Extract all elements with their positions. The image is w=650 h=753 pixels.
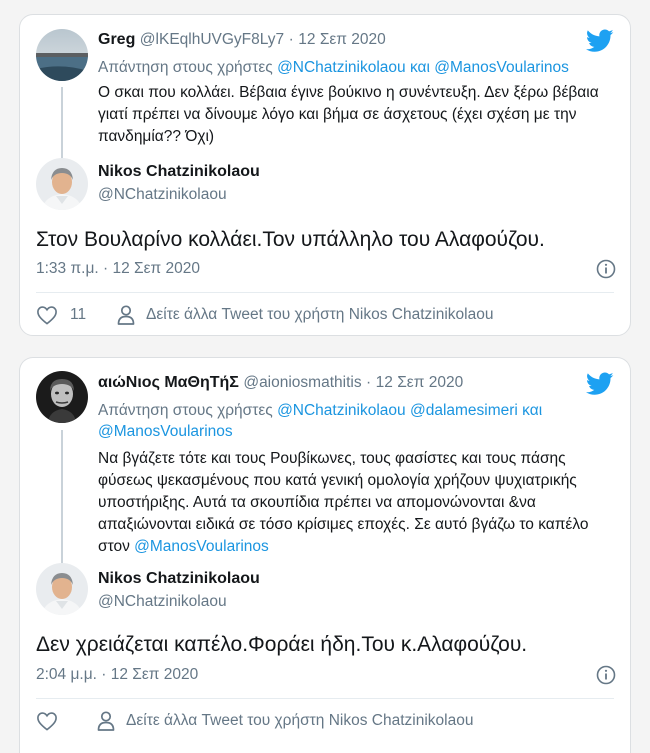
author-handle[interactable]: @lKEqlhUVGyF8Ly7 [139, 31, 285, 48]
main-author-name[interactable]: Nikos Chatzinikolaou [98, 163, 260, 180]
person-icon[interactable] [96, 710, 116, 737]
mention-link[interactable]: @ManosVoularinos [134, 538, 269, 555]
avatar[interactable] [36, 158, 88, 210]
reply-tweet-body: Να βγάζετε τότε και τους Ρουβίκωνες, τους φασίστες και τους πάσης φύσεως ψεκασμένους που κατά γενική ομολογία χρήζουν ψυχιατρικής υποστήριξης. Αυτά τα σκουπίδια πρέπει να απομονώνονται &να απαξιώνονται ειδικά σε τόσο κρίσιμες εποχές. Σε αυτό βγάζω το καπέλο στον [98, 450, 589, 555]
author-handle[interactable]: @aioniosmathitis [243, 374, 362, 391]
main-author-name[interactable]: Nikos Chatzinikolaou [98, 570, 260, 587]
main-tweet-text: Δεν χρειάζεται καπέλο.Φοράει ήδη.Του κ.Αλαφούζου. [36, 633, 528, 656]
reply-header [98, 374, 463, 392]
avatar[interactable] [36, 563, 88, 615]
divider [36, 292, 614, 293]
tweet-date[interactable]: 12 Σεπ 2020 [298, 31, 386, 48]
twitter-bird-icon[interactable] [586, 29, 614, 58]
info-icon[interactable] [596, 665, 616, 690]
see-more-tweets-link[interactable]: Δείτε άλλα Tweet του χρήστη Nikos Chatzinikolaou [126, 712, 474, 729]
author-name[interactable]: αιώΝιος ΜαΘηΤήΣ [98, 374, 239, 391]
reply-to-line [98, 57, 569, 78]
twitter-bird-icon[interactable] [586, 372, 614, 401]
reply-to-prefix: Απάντηση στους χρήστες [98, 59, 273, 76]
main-author-handle[interactable]: @NChatzinikolaou [98, 593, 227, 610]
heart-icon[interactable] [36, 305, 58, 330]
heart-icon[interactable] [36, 711, 58, 736]
tweet-timestamp[interactable]: 1:33 π.μ. · 12 Σεπ 2020 [36, 260, 201, 277]
see-more-tweets-link[interactable]: Δείτε άλλα Tweet του χρήστη Nikos Chatzinikolaou [146, 306, 494, 323]
reply-to-prefix: Απάντηση στους χρήστες [98, 402, 273, 419]
separator-dot: · [288, 31, 294, 48]
thread-line [61, 87, 63, 159]
reply-header [98, 31, 386, 49]
avatar[interactable] [36, 371, 88, 423]
reply-mentions[interactable]: @NChatzinikolaou και @ManosVoularinos [277, 59, 569, 76]
main-tweet-text: Στον Βουλαρίνο κολλάει.Τον υπάλληλο του Αλαφούζου. [36, 228, 545, 251]
thread-line [61, 430, 63, 564]
author-name[interactable]: Greg [98, 31, 136, 48]
info-icon[interactable] [596, 259, 616, 284]
reply-mentions[interactable]: @ManosVoularinos [98, 423, 233, 440]
tweet-card [19, 357, 631, 753]
divider [36, 698, 614, 699]
tweet-date[interactable]: 12 Σεπ 2020 [375, 374, 464, 391]
avatar[interactable] [36, 29, 88, 81]
tweet-card [19, 14, 631, 336]
reply-tweet-text: Ο σκαι που κολλάει. Βέβαια έγινε βούκινο η συνέντευξη. Δεν ξέρω βέβαια γιατί πρέπει να δίνουμε λόγο και βήμα σε άσχετους (έχει σχέση με την πανδημία?? Όχι) [98, 84, 599, 145]
like-count[interactable]: 11 [70, 306, 87, 323]
reply-mentions[interactable]: @NChatzinikolaou @dalamesimeri και [277, 402, 543, 419]
reply-tweet-text [98, 448, 613, 558]
tweet-timestamp[interactable]: 2:04 μ.μ. · 12 Σεπ 2020 [36, 666, 199, 683]
separator-dot: · [366, 374, 372, 391]
main-author-handle[interactable]: @NChatzinikolaou [98, 186, 227, 203]
reply-to-line [98, 400, 613, 442]
person-icon[interactable] [116, 304, 136, 331]
